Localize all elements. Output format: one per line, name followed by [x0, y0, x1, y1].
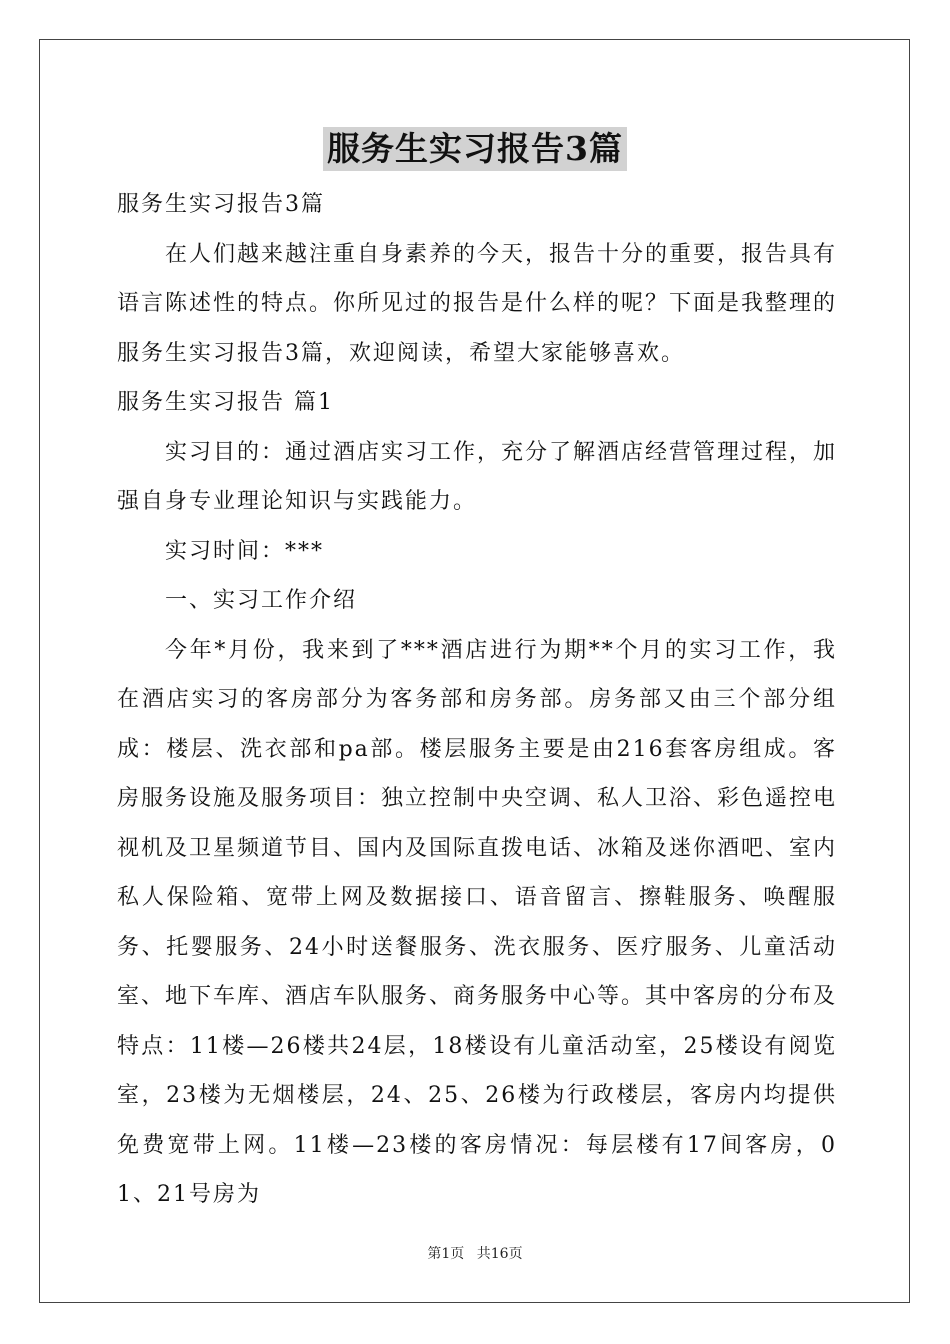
document-body — [117, 180, 837, 1220]
page-footer — [0, 1244, 950, 1264]
page-total: 共16页 — [476, 1246, 523, 1262]
paragraph-work-description[interactable]: 今年*月份，我来到了***酒店进行为期**个月的实习工作，我在酒店实习的客房部分为客务部和房务部。房务部又由三个部分组成：楼层、洗衣部和pa部。楼层服务主要是由216套客房组成。客房服务设施及服务项目：独立控制中央空调、私人卫浴、彩色遥控电视机及卫星频道节目、国内及国际直拨电话、冰箱及迷你酒吧、室内私人保险箱、宽带上网及数据接口、语音留言、擦鞋服务、唤醒服务、托婴服务、24小时送餐服务、洗衣服务、医疗服务、儿童活动室、地下车库、酒店车队服务、商务服务中心等。其中客房的分布及特点：11楼—26楼共24层，18楼设有儿童活动室，25楼设有阅览室，23楼为无烟楼层，24、25、26楼为行政楼层，客房内均提供免费宽带上网。11楼—23楼的客房情况：每层楼有17间客房，01、21号房为 — [117, 637, 838, 1207]
paragraph-section-heading[interactable]: 服务生实习报告 篇1 — [117, 390, 334, 415]
document-title[interactable]: 服务生实习报告3篇 — [323, 127, 627, 171]
title-wrap — [0, 127, 950, 171]
paragraph-time[interactable]: 实习时间：*** — [165, 538, 325, 564]
paragraph-purpose[interactable]: 实习目的：通过酒店实习工作，充分了解酒店经营管理过程，加强自身专业理论知识与实践能力。 — [117, 439, 838, 514]
page-number: 第1页 — [427, 1246, 465, 1262]
paragraph-heading-intro[interactable]: 一、实习工作介绍 — [165, 588, 358, 613]
paragraph-intro[interactable]: 在人们越来越注重自身素养的今天，报告十分的重要，报告具有语言陈述性的特点。你所见过的报告是什么样的呢？下面是我整理的服务生实习报告3篇，欢迎阅读，希望大家能够喜欢。 — [117, 241, 838, 366]
paragraph-subtitle[interactable]: 服务生实习报告3篇 — [117, 192, 325, 217]
